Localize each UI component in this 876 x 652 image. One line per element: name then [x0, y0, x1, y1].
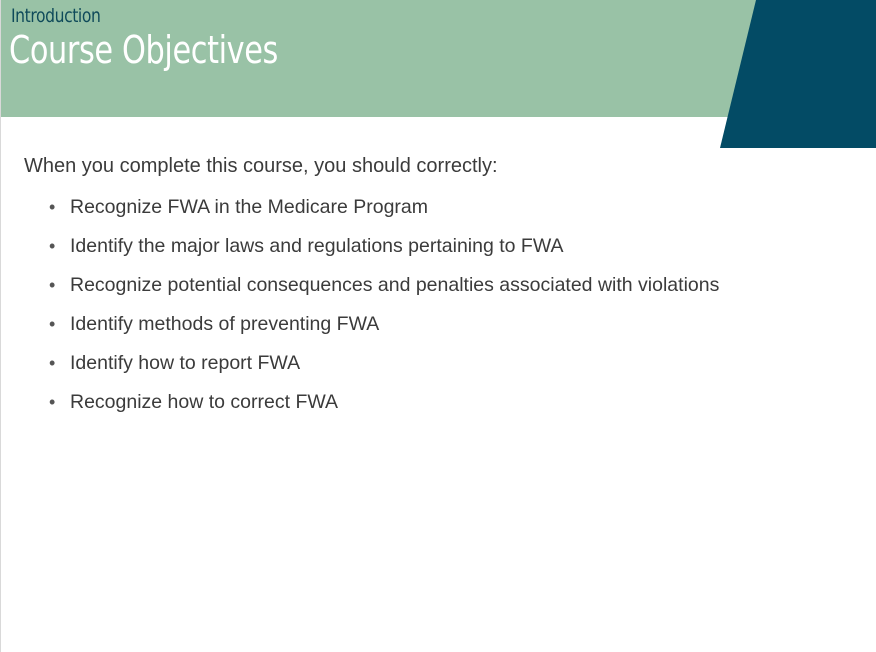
bullet-icon: • [49, 275, 56, 295]
objective-item [49, 193, 719, 232]
objective-text: Identify how to report FWA [70, 352, 301, 374]
objective-text: Identify methods of preventing FWA [70, 313, 380, 335]
objective-item [49, 310, 719, 349]
slide-title: Course Objectives [9, 28, 278, 72]
objective-item [49, 232, 719, 271]
bullet-icon: • [49, 353, 56, 373]
bullet-icon: • [49, 236, 56, 256]
objectives-list [49, 193, 719, 427]
objective-item [49, 388, 719, 427]
bullet-icon: • [49, 392, 56, 412]
objective-text: Recognize how to correct FWA [70, 391, 339, 413]
objective-item [49, 271, 719, 310]
header-accent-shape [1, 0, 876, 148]
objective-text: Recognize FWA in the Medicare Program [70, 196, 429, 218]
intro-text: When you complete this course, you should correctly: [24, 155, 498, 177]
section-label: Introduction [11, 5, 101, 27]
objective-item [49, 349, 719, 388]
bullet-icon: • [49, 197, 56, 217]
objective-text: Identify the major laws and regulations pertaining to FWA [70, 235, 564, 257]
bullet-icon: • [49, 314, 56, 334]
objective-text: Recognize potential consequences and penalties associated with violations [70, 274, 720, 296]
